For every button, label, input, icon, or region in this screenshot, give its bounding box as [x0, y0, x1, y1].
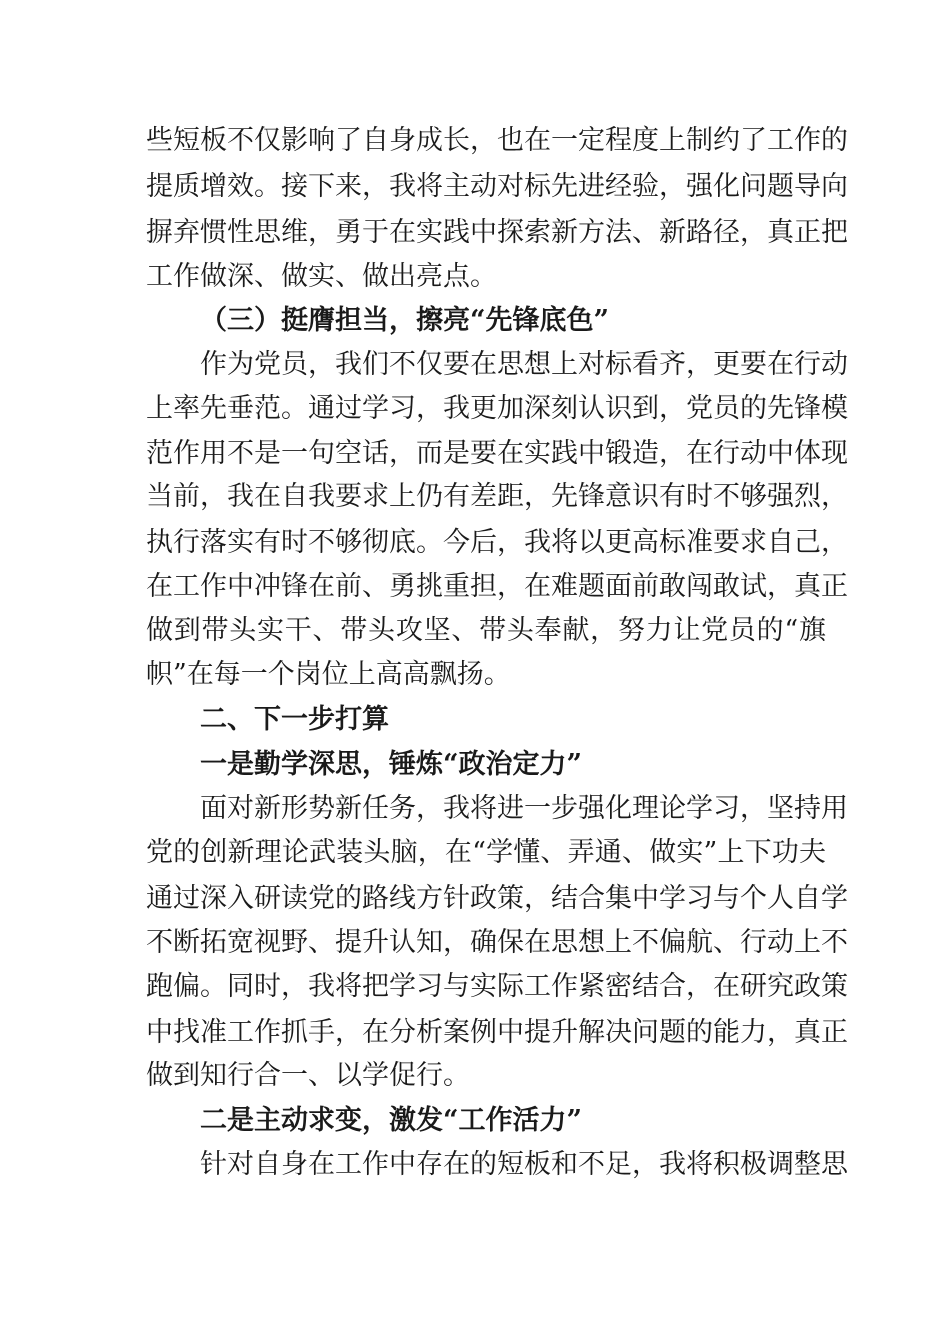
paragraph-line: 跑偏。同时，我将把学习与实际工作紧密结合，在研究政策 [146, 971, 848, 1002]
paragraph-line: 工作做深、做实、做出亮点。 [146, 261, 497, 292]
paragraph-line: 不断拓宽视野、提升认知，确保在思想上不偏航、行动上不 [146, 927, 848, 958]
paragraph-line: 作为党员，我们不仅要在思想上对标看齐，更要在行动 [200, 349, 848, 380]
paragraph-line: 摒弃惯性思维，勇于在实践中探索新方法、新路径，真正把 [146, 217, 848, 248]
paragraph-line: 上率先垂范。通过学习，我更加深刻认识到，党员的先锋模 [146, 393, 848, 424]
paragraph-line: 执行落实有时不够彻底。今后，我将以更高标准要求自己， [146, 527, 848, 558]
subheading: 一是勤学深思，锤炼“政治定力” [200, 749, 583, 780]
paragraph-line: 范作用不是一句空话，而是要在实践中锻造，在行动中体现 [146, 438, 848, 469]
main-heading: 二、下一步打算 [200, 704, 389, 735]
paragraph-line: 在工作中冲锋在前、勇挑重担，在难题面前敢闯敢试，真正 [146, 571, 848, 602]
paragraph-line: 帜”在每一个岗位上高高飘扬。 [146, 659, 511, 690]
paragraph-line: 针对自身在工作中存在的短板和不足，我将积极调整思 [200, 1149, 848, 1180]
paragraph-line: 做到带头实干、带头攻坚、带头奉献，努力让党员的“旗 [146, 615, 826, 646]
paragraph-line: 通过深入研读党的路线方针政策，结合集中学习与个人自学 [146, 883, 848, 914]
subheading: 二是主动求变，激发“工作活力” [200, 1105, 583, 1136]
paragraph-line: 中找准工作抓手，在分析案例中提升解决问题的能力，真正 [146, 1017, 848, 1048]
section-heading: （三）挺膺担当，擦亮“先锋底色” [200, 305, 610, 336]
paragraph-line: 面对新形势新任务，我将进一步强化理论学习，坚持用 [200, 793, 848, 824]
paragraph-line: 党的创新理论武装头脑，在“学懂、弄通、做实”上下功夫 [146, 837, 826, 868]
paragraph-line: 提质增效。接下来，我将主动对标先进经验，强化问题导向 [146, 171, 848, 202]
paragraph-line: 当前，我在自我要求上仍有差距，先锋意识有时不够强烈， [146, 481, 848, 512]
paragraph-line: 做到知行合一、以学促行。 [146, 1060, 470, 1091]
paragraph-line: 些短板不仅影响了自身成长，也在一定程度上制约了工作的 [146, 125, 848, 156]
